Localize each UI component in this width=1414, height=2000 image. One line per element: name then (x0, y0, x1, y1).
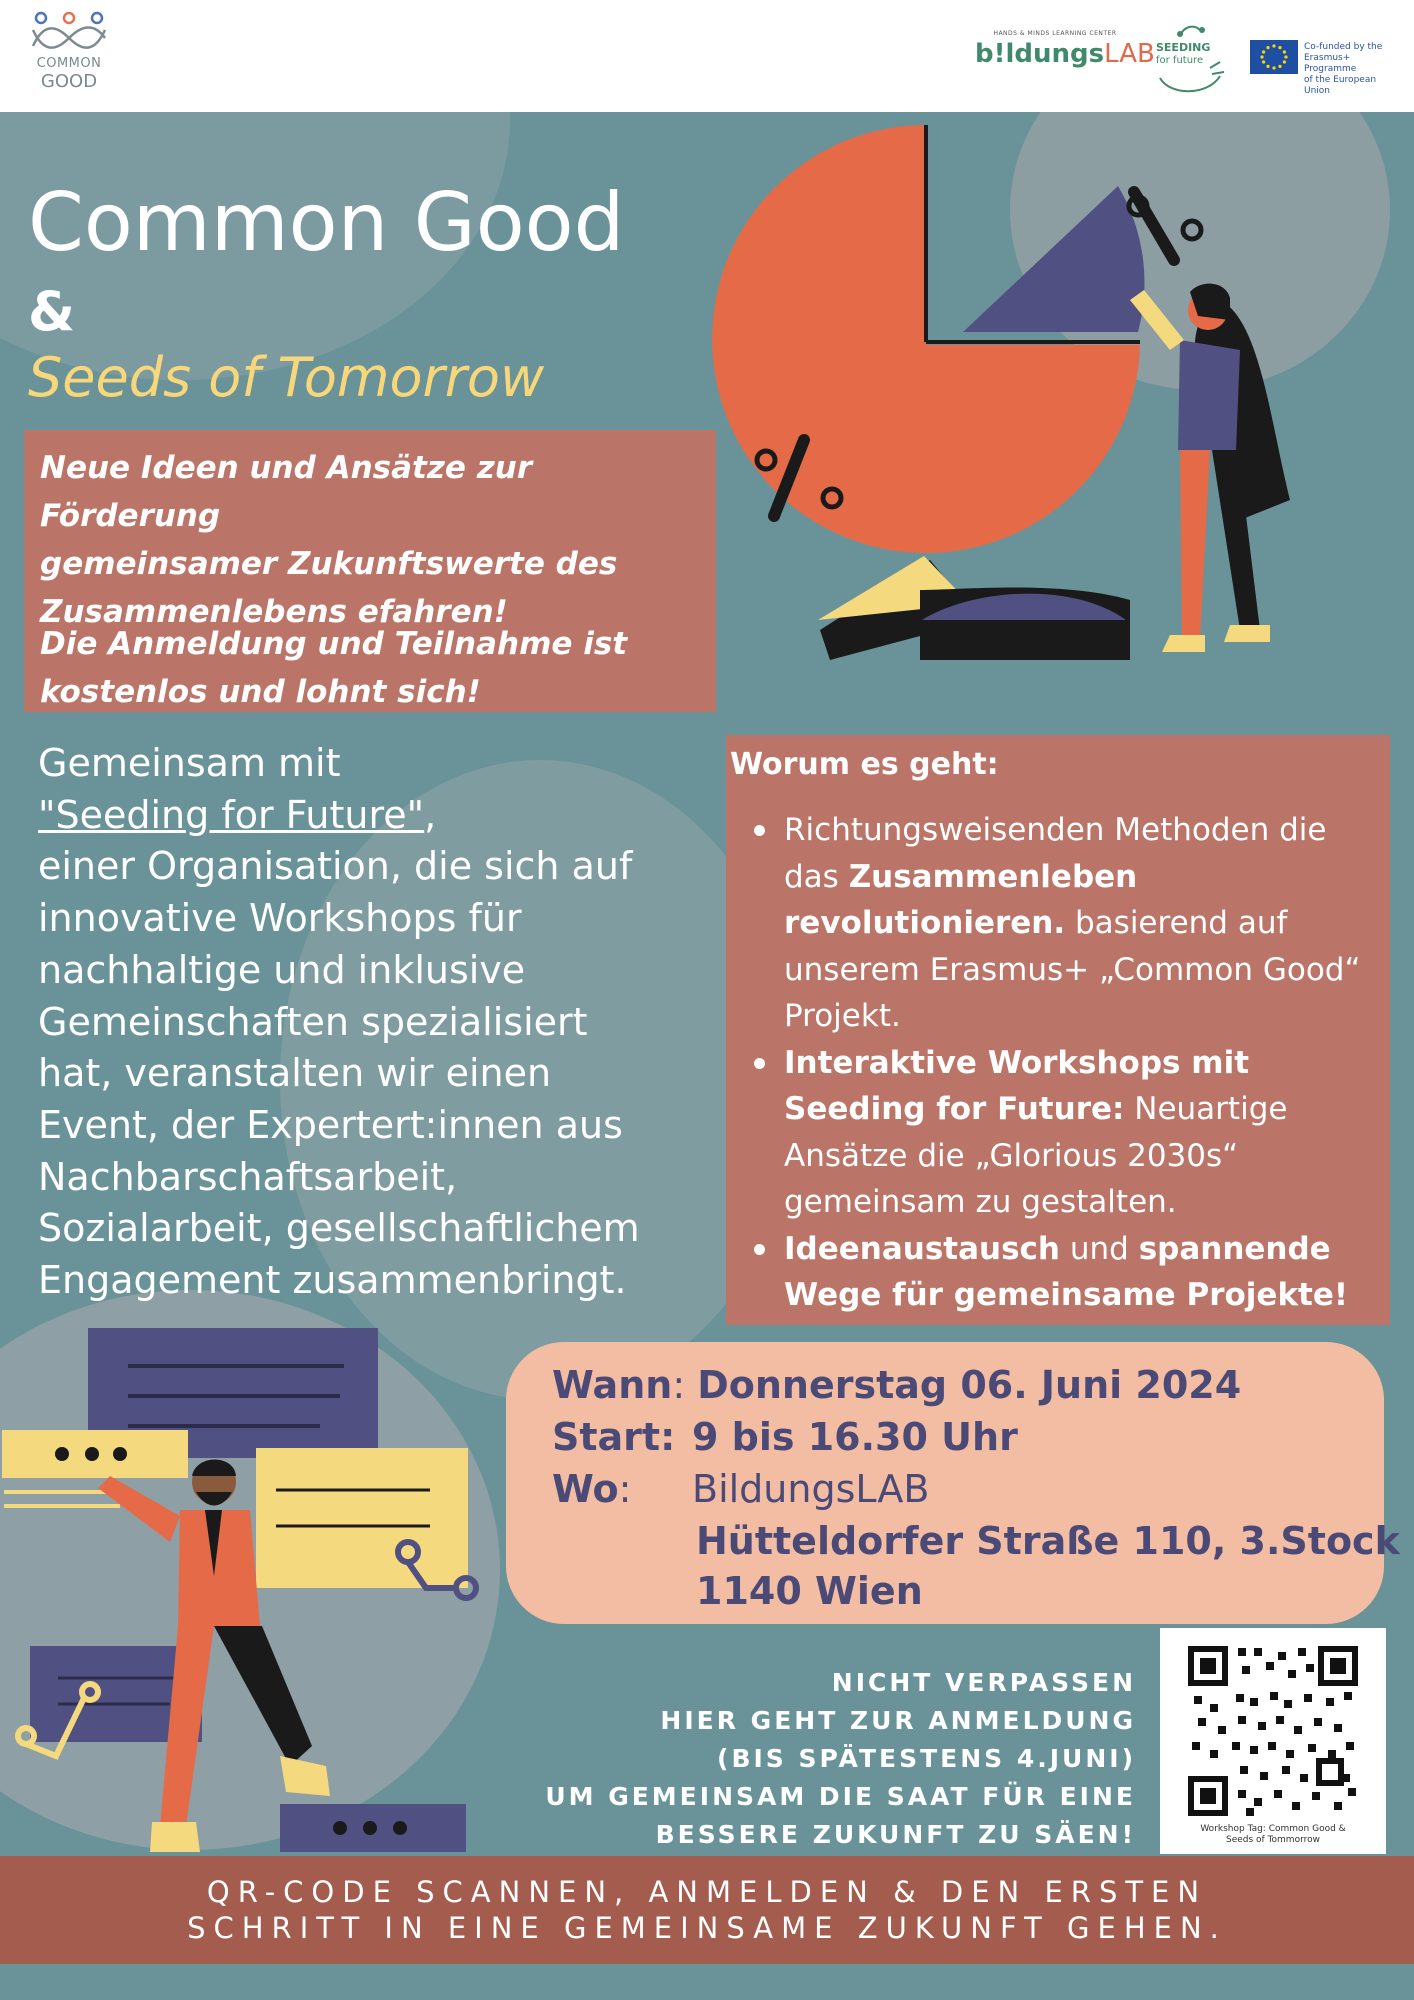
when-label: Wann (552, 1363, 673, 1407)
topic-1-text-b: Zusammenleben revolutionieren. (784, 858, 1138, 941)
topic-3-text-c: spannende Wege für gemeinsame Projekte! (784, 1230, 1349, 1313)
intro-line-3: einer Organisation, die sich auf (38, 844, 633, 889)
eu-cofunded-logo (1250, 40, 1400, 96)
topics-heading: Worum es geht: (730, 747, 999, 782)
lead-paragraph-1 (40, 444, 720, 636)
bildungslab-name (975, 39, 1155, 69)
cta-line-2: HIER GEHT ZUR ANMELDUNG (660, 1706, 1136, 1735)
bildungslab-tagline: HANDS & MINDS LEARNING CENTER (993, 30, 1117, 37)
cta-line-1: NICHT VERPASSEN (831, 1668, 1136, 1697)
info-where-value-row (692, 1464, 930, 1514)
topic-item-3 (784, 1226, 1384, 1319)
topic-3-text-a: Ideenaustausch (784, 1230, 1060, 1267)
intro-line-4: innovative Workshops für (38, 896, 522, 941)
bildungslab-name-right: LAB (1104, 39, 1155, 69)
intro-line-7: hat, veranstalten wir einen (38, 1051, 552, 1096)
seeding-logo-text (1156, 42, 1210, 67)
info-when (552, 1360, 1241, 1410)
title-ampersand: & (28, 280, 76, 343)
lead-paragraph-2 (40, 620, 720, 716)
seeding-logo-line2: for future (1156, 55, 1204, 66)
bildungslab-name-left: b!ldungs (975, 39, 1105, 69)
when-value: Donnerstag 06. Juni 2024 (697, 1363, 1242, 1407)
common-good-logo-text-2: GOOD (40, 71, 98, 92)
address-line-1: Hütteldorfer Straße 110, 3.Stock (696, 1519, 1400, 1563)
registration-qr-code[interactable] (1160, 1628, 1386, 1854)
eu-line-1: Co-funded by the (1304, 42, 1383, 52)
info-address-1 (696, 1516, 1400, 1566)
bottom-strip (0, 1964, 1414, 2000)
intro-line-9: Nachbarschaftsarbeit, (38, 1154, 458, 1199)
cta-line-5: BESSERE ZUKUNFT ZU SÄEN! (655, 1820, 1136, 1849)
topic-2-text-a: Interaktive Workshops mit Seeding for Future: (784, 1044, 1250, 1127)
seeding-logo-line1: SEEDING (1156, 41, 1211, 54)
registration-cta (540, 1664, 1136, 1854)
qr-code-icon (1188, 1646, 1358, 1816)
cta-line-3: (BIS SPÄTESTENS 4.JUNI) (717, 1744, 1136, 1773)
footer-line-1: QR-CODE SCANNEN, ANMELDEN & DEN ERSTEN (206, 1875, 1208, 1909)
intro-line-1: Gemeinsam mit (38, 741, 341, 785)
intro-line-6: Gemeinschaften spezialisiert (38, 999, 588, 1044)
intro-line-2 (38, 790, 698, 842)
common-good-logo (24, 8, 114, 104)
start-label: Start: (552, 1415, 676, 1459)
address-line-2: 1140 Wien (696, 1569, 923, 1613)
topic-item-2 (784, 1040, 1384, 1226)
footer-banner (0, 1856, 1414, 1964)
page-subtitle: Seeds of Tomorrow (28, 346, 545, 409)
start-value: 9 bis 16.30 Uhr (692, 1415, 1018, 1459)
lead-p2-line-2: kostenlos und lohnt sich! (40, 674, 481, 710)
topic-3-text-b: und (1060, 1230, 1139, 1267)
man-illustration (0, 1326, 480, 1856)
where-value: BildungsLAB (692, 1467, 930, 1511)
where-label: Wo (552, 1467, 619, 1511)
eu-cofunded-text (1304, 42, 1400, 97)
intro-line-8: Event, der Expertert:innen aus (38, 1102, 623, 1147)
where-colon: : (618, 1467, 632, 1511)
qr-caption-line-2: Seeds of Tommorrow (1225, 1835, 1320, 1845)
common-good-logo-icon (29, 8, 109, 54)
intro-comma: , (424, 792, 437, 837)
qr-caption (1160, 1824, 1386, 1846)
cta-line-4: UM GEMEINSAM DIE SAAT FÜR EINE (545, 1782, 1136, 1811)
info-where (552, 1464, 631, 1514)
eu-line-3: of the European Union (1304, 75, 1377, 96)
bildungslab-logo (975, 30, 1155, 80)
eu-line-2: Erasmus+ Programme (1304, 53, 1357, 74)
info-address-2 (696, 1566, 923, 1616)
topic-1-text-c: basierend auf unserem Erasmus+ „Common Good“ Projekt. (784, 905, 1361, 1034)
topic-2-text-b: Neuartige Ansätze die „Glorious 2030s“ gemeinsam zu gestalten. (784, 1091, 1288, 1220)
topics-list (784, 807, 1384, 1319)
pie-chart-illustration (700, 120, 1300, 680)
lead-p2-line-1: Die Anmeldung und Teilnahme ist (40, 626, 628, 662)
seeding-for-future-link[interactable]: "Seeding for Future" (38, 792, 425, 837)
common-good-logo-text-1: COMMON (36, 56, 102, 71)
header-bar (0, 0, 1414, 112)
lead-p1-line-2: gemeinsamer Zukunftswerte des (40, 546, 618, 582)
event-info-box (506, 1342, 1400, 1624)
qr-caption-line-1: Workshop Tag: Common Good & (1200, 1824, 1346, 1834)
intro-line-5: nachhaltige und inklusive (38, 947, 526, 992)
seeding-for-future-logo (1150, 18, 1230, 96)
lead-box (24, 430, 716, 712)
intro-line-10: Sozialarbeit, gesellschaftlichem (38, 1206, 640, 1251)
when-colon: : (672, 1363, 686, 1407)
info-start-value-row (692, 1412, 1018, 1462)
footer-line-2: SCHRITT IN EINE GEMEINSAME ZUKUNFT GEHEN. (187, 1911, 1227, 1945)
intro-text (38, 738, 698, 1307)
topics-box (726, 735, 1390, 1325)
lead-p1-line-3: Zusammenlebens efahren! (40, 594, 508, 630)
eu-flag-icon (1250, 40, 1298, 74)
page-title: Common Good (28, 176, 625, 269)
intro-line-11: Engagement zusammenbringt. (38, 1258, 627, 1303)
topic-item-1 (784, 807, 1384, 1040)
topic-1-text-a: Richtungsweisenden Methoden die das (784, 812, 1327, 895)
info-start (552, 1412, 675, 1462)
lead-p1-line-1: Neue Ideen und Ansätze zur Förderung (40, 450, 533, 534)
